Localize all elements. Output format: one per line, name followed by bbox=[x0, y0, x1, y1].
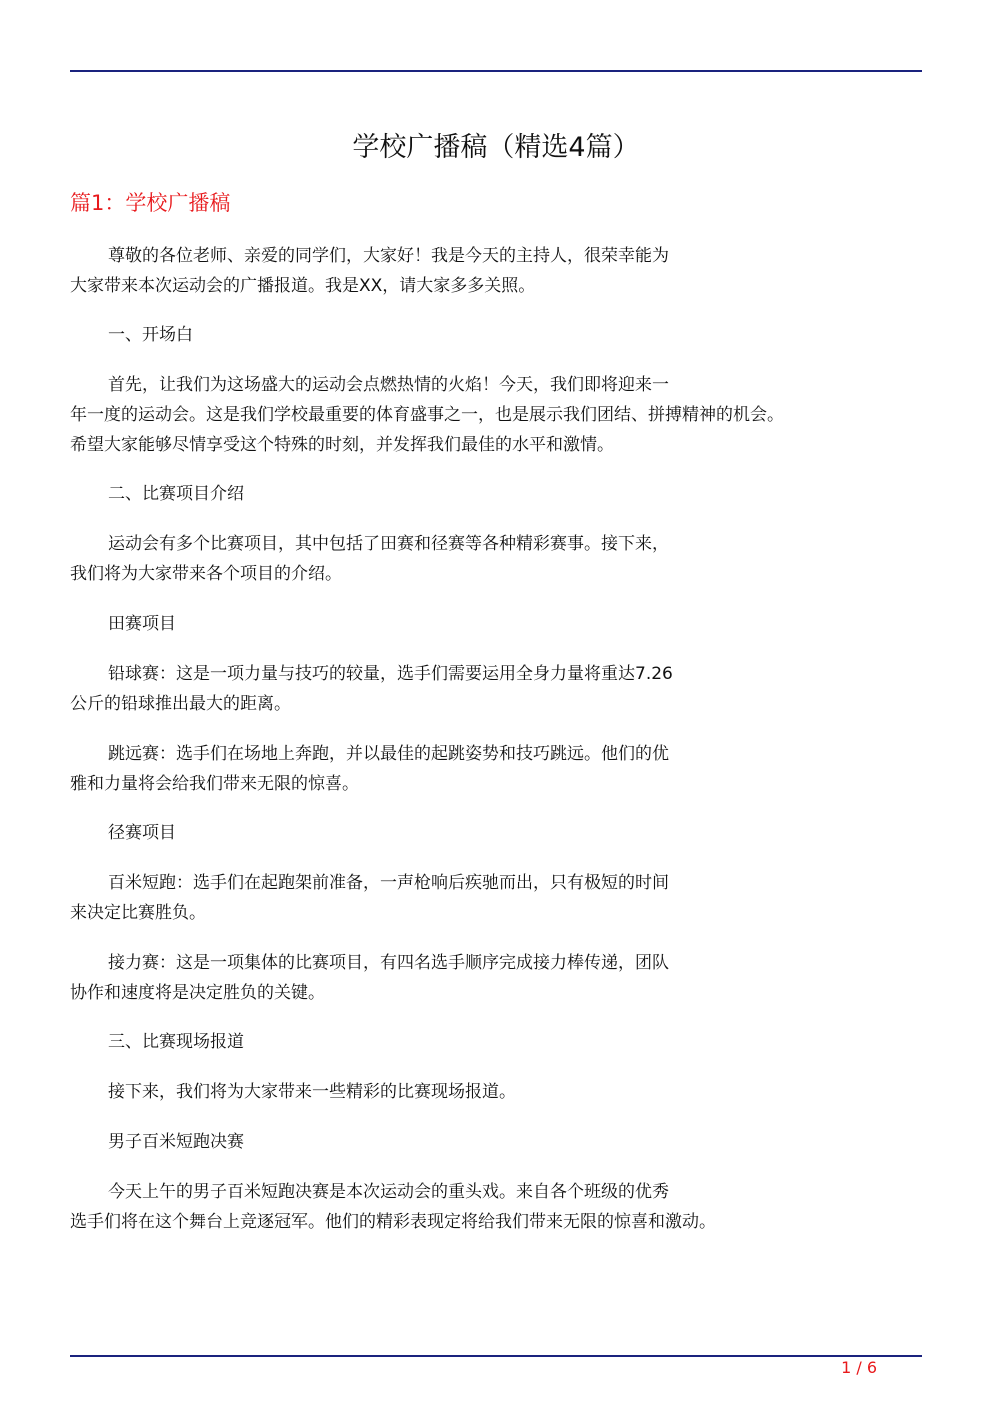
paragraph-line: 运动会有多个比赛项目，其中包括了田赛和径赛等各种精彩赛事。接下来， bbox=[108, 534, 669, 554]
subheading: 径赛项目 bbox=[108, 823, 176, 843]
subheading: 一、开场白 bbox=[108, 325, 193, 345]
paragraph-line: 雅和力量将会给我们带来无限的惊喜。 bbox=[70, 774, 359, 794]
paragraph-line: 选手们将在这个舞台上竞逐冠军。他们的精彩表现定将给我们带来无限的惊喜和激动。 bbox=[70, 1212, 716, 1232]
paragraph-line: 尊敬的各位老师、亲爱的同学们，大家好！我是今天的主持人，很荣幸能为 bbox=[108, 246, 669, 266]
header-rule bbox=[70, 70, 922, 72]
paragraph-line: 公斤的铅球推出最大的距离。 bbox=[70, 694, 291, 714]
paragraph-line: 今天上午的男子百米短跑决赛是本次运动会的重头戏。来自各个班级的优秀 bbox=[108, 1182, 669, 1202]
paragraph-line: 我们将为大家带来各个项目的介绍。 bbox=[70, 564, 342, 584]
subheading: 男子百米短跑决赛 bbox=[108, 1132, 244, 1152]
paragraph-line: 首先，让我们为这场盛大的运动会点燃热情的火焰！今天，我们即将迎来一 bbox=[108, 375, 669, 395]
paragraph-line: 接力赛：这是一项集体的比赛项目，有四名选手顺序完成接力棒传递，团队 bbox=[108, 953, 669, 973]
subheading: 三、比赛现场报道 bbox=[108, 1032, 244, 1052]
document-title: 学校广播稿（精选4篇） bbox=[352, 132, 640, 163]
paragraph-line: 协作和速度将是决定胜负的关键。 bbox=[70, 983, 325, 1003]
paragraph-line: 年一度的运动会。这是我们学校最重要的体育盛事之一，也是展示我们团结、拼搏精神的机会。 bbox=[70, 405, 784, 425]
paragraph-line: 来决定比赛胜负。 bbox=[70, 903, 206, 923]
paragraph-line: 跳远赛：选手们在场地上奔跑，并以最佳的起跳姿势和技巧跳远。他们的优 bbox=[108, 744, 669, 764]
page-number: 1 / 6 bbox=[841, 1358, 877, 1377]
subheading: 二、比赛项目介绍 bbox=[108, 484, 244, 504]
paragraph-line: 百米短跑：选手们在起跑架前准备，一声枪响后疾驰而出，只有极短的时间 bbox=[108, 873, 669, 893]
paragraph-line: 希望大家能够尽情享受这个特殊的时刻，并发挥我们最佳的水平和激情。 bbox=[70, 435, 614, 455]
paragraph-line: 接下来，我们将为大家带来一些精彩的比赛现场报道。 bbox=[108, 1082, 516, 1102]
section-heading: 篇1：学校广播稿 bbox=[70, 191, 231, 215]
paragraph-line: 铅球赛：这是一项力量与技巧的较量，选手们需要运用全身力量将重达7.26 bbox=[108, 664, 673, 684]
footer-rule bbox=[70, 1355, 922, 1357]
subheading: 田赛项目 bbox=[108, 614, 176, 634]
paragraph-line: 大家带来本次运动会的广播报道。我是XX，请大家多多关照。 bbox=[70, 276, 536, 296]
